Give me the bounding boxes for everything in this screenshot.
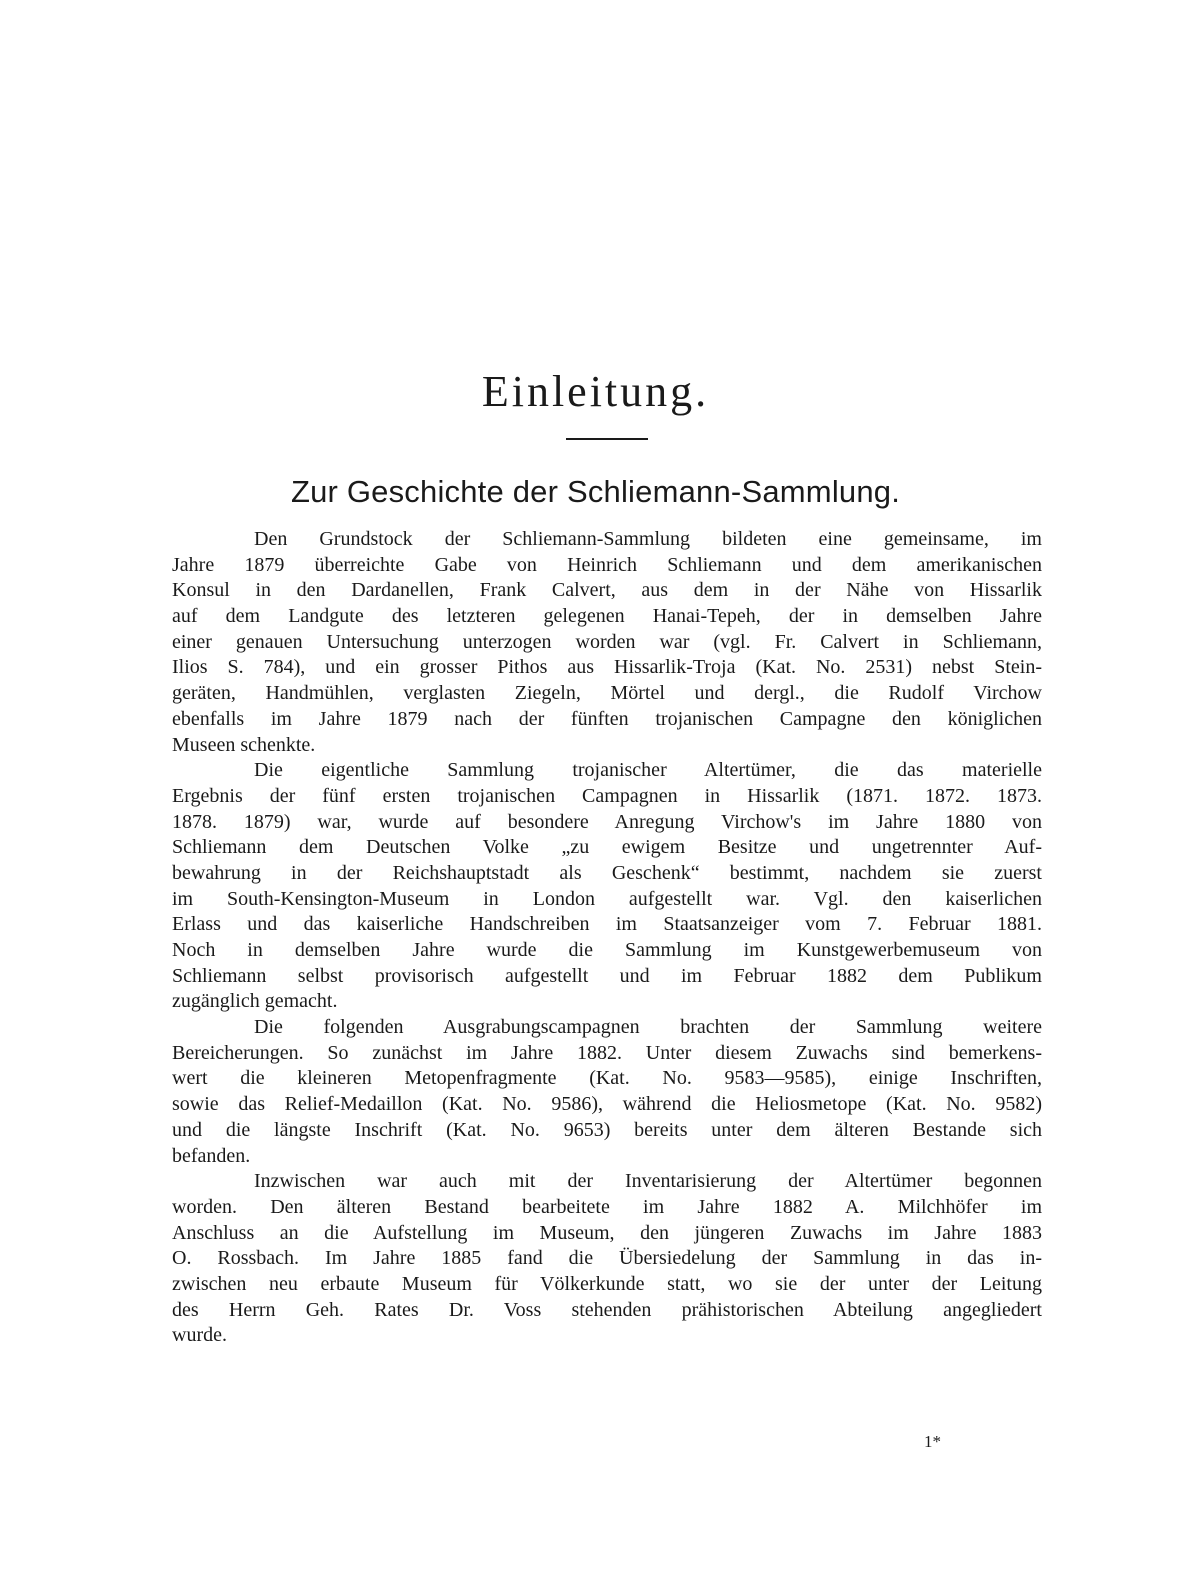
- text-line: Museen schenkte.: [172, 733, 316, 756]
- text-line: im South-Kensington-Museum in London aufgestellt war. Vgl. den kaiserlichen: [172, 887, 1042, 910]
- text-line: Bereicherungen. So zunächst im Jahre 1882. Unter diesem Zuwachs sind bemerkens-: [172, 1041, 1042, 1064]
- text-line: Den Grundstock der Schliemann-Sammlung bildeten eine gemeinsame, im: [254, 528, 1042, 550]
- section-subtitle: Zur Geschichte der Schliemann-Sammlung.: [290, 474, 901, 509]
- signature-mark: 1*: [924, 1432, 941, 1451]
- text-line: Schliemann dem Deutschen Volke „zu ewigem Besitze und ungetrennter Auf-: [172, 836, 1042, 859]
- text-line: wert die kleineren Metopenfragmente (Kat. No. 9583—9585), einige Inschriften,: [172, 1067, 1042, 1090]
- text-line: Anschluss an die Aufstellung im Museum, den jüngeren Zuwachs im Jahre 1883: [172, 1221, 1042, 1244]
- text-line: wurde.: [172, 1324, 227, 1347]
- text-line: Erlass und das kaiserliche Handschreiben im Staatsanzeiger vom 7. Februar 1881.: [172, 913, 1042, 936]
- text-line: Die folgenden Ausgrabungscampagnen brachten der Sammlung weitere: [254, 1016, 1042, 1039]
- text-line: ebenfalls im Jahre 1879 nach der fünften trojanischen Campagne den königlichen: [172, 707, 1042, 730]
- text-line: des Herrn Geh. Rates Dr. Voss stehenden prähistorischen Abteilung angegliedert: [172, 1298, 1042, 1321]
- text-line: auf dem Landgute des letzteren gelegenen Hanai-Tepeh, der in demselben Jahre: [172, 605, 1042, 628]
- text-line: Schliemann selbst provisorisch aufgestellt und im Februar 1882 dem Publikum: [172, 964, 1042, 987]
- paragraph-3: [172, 1015, 1042, 1169]
- paragraph-1: [172, 527, 1042, 758]
- text-line: worden. Den älteren Bestand bearbeitete im Jahre 1882 A. Milchhöfer im: [172, 1195, 1042, 1218]
- text-line: einer genauen Untersuchung unterzogen worden war (vgl. Fr. Calvert in Schliemann,: [172, 630, 1042, 653]
- text-line: zwischen neu erbaute Museum für Völkerkunde statt, wo sie der unter der Leitung: [172, 1272, 1042, 1295]
- paragraph-2: [172, 758, 1042, 1015]
- text-line: und die längste Inschrift (Kat. No. 9653) bereits unter dem älteren Bestande sich: [172, 1118, 1042, 1141]
- paragraph-4: [172, 1169, 1042, 1349]
- text-line: Jahre 1879 überreichte Gabe von Heinrich Schliemann und dem amerikanischen: [172, 553, 1042, 576]
- body-text: [172, 527, 1042, 1349]
- text-line: O. Rossbach. Im Jahre 1885 fand die Übersiedelung der Sammlung in das in-: [172, 1247, 1042, 1270]
- text-line: Ergebnis der fünf ersten trojanischen Campagnen in Hissarlik (1871. 1872. 1873.: [172, 784, 1042, 807]
- text-line: Inzwischen war auch mit der Inventarisierung der Altertümer begonnen: [254, 1170, 1042, 1193]
- text-line: sowie das Relief-Medaillon (Kat. No. 9586), während die Heliosmetope (Kat. No. 9582): [172, 1093, 1042, 1116]
- text-line: Noch in demselben Jahre wurde die Sammlung im Kunstgewerbemuseum von: [172, 939, 1042, 961]
- text-line: Die eigentliche Sammlung trojanischer Altertümer, die das materielle: [254, 759, 1042, 782]
- text-line: Konsul in den Dardanellen, Frank Calvert, aus dem in der Nähe von Hissarlik: [172, 579, 1042, 602]
- text-line: bewahrung in der Reichshauptstadt als Geschenk“ bestimmt, nachdem sie zuerst: [172, 861, 1042, 884]
- text-line: 1878. 1879) war, wurde auf besondere Anregung Virchow's im Jahre 1880 von: [172, 810, 1042, 833]
- chapter-title: Einleitung.: [481, 367, 710, 416]
- text-line: geräten, Handmühlen, verglasten Ziegeln, Mörtel und dergl., die Rudolf Virchow: [172, 682, 1042, 705]
- title-rule: [566, 438, 648, 440]
- text-line: befanden.: [172, 1144, 251, 1167]
- text-line: zugänglich gemacht.: [172, 990, 338, 1013]
- text-line: Ilios S. 784), und ein grosser Pithos aus Hissarlik-Troja (Kat. No. 2531) nebst Stein-: [172, 656, 1042, 679]
